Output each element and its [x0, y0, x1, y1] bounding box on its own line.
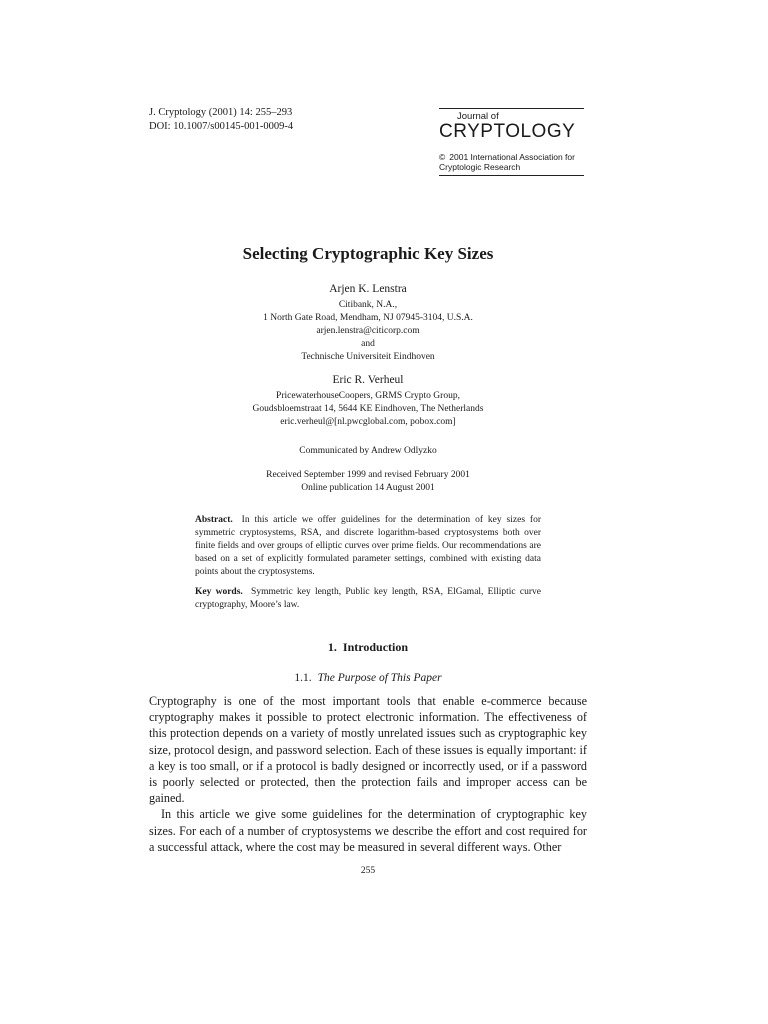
author2-affil1: PricewaterhouseCoopers, GRMS Crypto Group,: [276, 391, 460, 401]
subsection-title: The Purpose of This Paper: [317, 672, 442, 684]
journal-name-logo: CRYPTOLOGY: [439, 121, 576, 142]
journal-of-label: Journal of: [457, 111, 499, 122]
copyright-line1: 2001 International Association for: [449, 152, 575, 162]
author1-email: arjen.lenstra@citicorp.com: [316, 326, 420, 336]
copyright-line2: Cryptologic Research: [439, 162, 521, 172]
author2-affil2: Goudsbloemstraat 14, 5644 KE Eindhoven, The Netherlands: [252, 404, 484, 414]
copyright-notice: [439, 152, 584, 172]
publication-dates: [0, 469, 736, 495]
author2-email: eric.verheul@[nl.pwcglobal.com, pobox.com]: [280, 417, 456, 427]
author2-name: Eric R. Verheul: [332, 374, 404, 386]
copyright-icon: ©: [439, 152, 446, 162]
paper-title: Selecting Cryptographic Key Sizes: [242, 244, 494, 263]
body-text: [149, 693, 587, 855]
paragraph-1: Cryptography is one of the most important tools that enable e-commerce because cryptography makes it possible to protect electronic information. The effectiveness of this protection depends on a variety of mostly unrelated issues such as cryptographic key size, protocol design, and password selection. Each of these issues is equally important: if a key is too small, or if a protocol is badly designed or incorrectly used, or if a password is poorly selected or protected, then the protection fails and improper access can be gained.: [149, 694, 587, 806]
author2-block: [0, 372, 736, 429]
author1-affil2: 1 North Gate Road, Mendham, NJ 07945-3104, U.S.A.: [263, 313, 473, 323]
abstract-text: In this article we offer guidelines for the determination of key sizes for symmetric cryptosystems, RSA, and discrete logarithm-based cryptosystems both over finite fields and over groups of elliptic curves over prime fields. Our recommendations are based on a set of explicitly formulated parameter settings, combined with existing data points about the cryptosystems.: [195, 515, 542, 577]
journal-masthead: [439, 108, 584, 176]
page-number: 255: [360, 866, 376, 876]
author1-affil3: Technische Universiteit Eindhoven: [301, 352, 435, 362]
keywords: [195, 586, 541, 612]
received-date: Received September 1999 and revised February 2001: [266, 470, 470, 480]
keywords-label: Key words.: [195, 587, 243, 597]
citation-volume: J. Cryptology (2001) 14: 255–293: [149, 107, 293, 118]
section-heading: [0, 640, 736, 655]
subsection-number: 1.1.: [294, 672, 312, 684]
communicated-by: Communicated by Andrew Odlyzko: [299, 446, 437, 456]
author1-affil1: Citibank, N.A.,: [338, 300, 398, 310]
journal-citation: [149, 106, 293, 134]
subsection-heading: [0, 672, 736, 684]
author1-and: and: [361, 339, 375, 349]
masthead-top-rule: [439, 108, 584, 109]
online-date: Online publication 14 August 2001: [301, 483, 435, 493]
section-number: 1.: [327, 640, 337, 654]
author1-name: Arjen K. Lenstra: [329, 283, 407, 295]
author1-block: [0, 281, 736, 364]
section-title: Introduction: [342, 640, 409, 654]
paragraph-2: In this article we give some guidelines for the determination of cryptographic key sizes. For each of a number of cryptosystems we describe the effort and cost required for a successful attack, where the cost may be measured in several different ways. Other: [149, 807, 587, 854]
keywords-text: Symmetric key length, Public key length, RSA, ElGamal, Elliptic curve cryptography, Moore’s law.: [195, 587, 541, 610]
abstract-label: Abstract.: [195, 515, 233, 525]
citation-doi: DOI: 10.1007/s00145-001-0009-4: [149, 121, 294, 132]
masthead-bottom-rule: [439, 175, 584, 176]
abstract: [195, 514, 541, 579]
